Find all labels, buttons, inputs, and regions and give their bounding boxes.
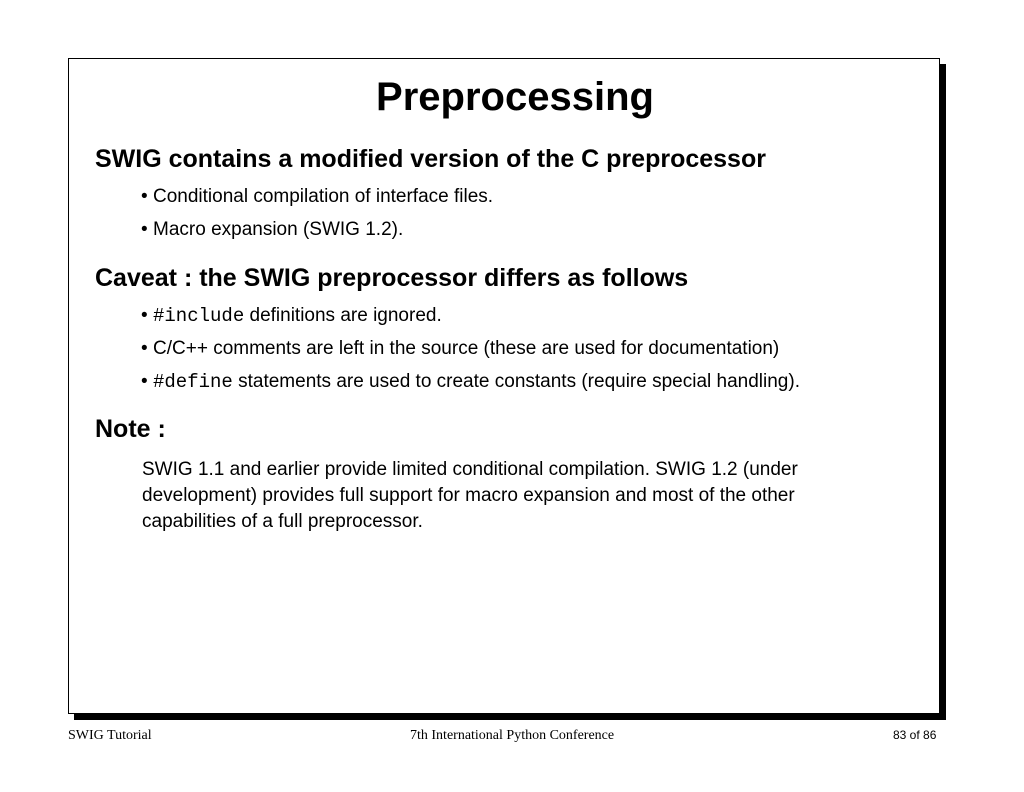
bullet-include — [141, 305, 442, 327]
bullet-macro-expansion — [141, 219, 403, 241]
section-heading-caveat: Caveat : the SWIG preprocessor differs as follows — [95, 264, 689, 292]
slide-title: Preprocessing — [376, 75, 654, 119]
bullet-dot: • — [141, 186, 148, 207]
footer-conference-name: 7th International Python Conference — [410, 728, 615, 743]
section-heading-preprocessor: SWIG contains a modified version of the C preprocessor — [95, 145, 766, 173]
note-line: development) provides full support for macro expansion and most of the other — [142, 485, 795, 506]
bullet-text: statements are used to create constants (require special handling). — [232, 371, 800, 392]
bullet-define — [141, 371, 800, 393]
code-include: #include — [153, 305, 245, 327]
note-line: SWIG 1.1 and earlier provide limited conditional compilation. SWIG 1.2 (under — [142, 459, 798, 480]
section-heading-note: Note : — [95, 415, 166, 443]
bullet-comments — [141, 338, 779, 360]
slide-frame — [68, 58, 940, 714]
footer-page-number: 83 of 86 — [893, 728, 937, 742]
bullet-dot: • — [141, 219, 148, 240]
bullet-text: Conditional compilation of interface files. — [153, 186, 494, 207]
bullet-text: definitions are ignored. — [244, 305, 442, 326]
bullet-dot: • — [141, 338, 148, 359]
note-line: capabilities of a full preprocessor. — [142, 511, 423, 532]
note-paragraph — [142, 457, 902, 535]
bullet-dot: • — [141, 371, 148, 392]
footer-tutorial-name: SWIG Tutorial — [68, 728, 152, 743]
bullet-text: C/C++ comments are left in the source (these are used for documentation) — [153, 338, 780, 359]
code-define: #define — [153, 371, 233, 393]
bullet-dot: • — [141, 305, 148, 326]
bullet-conditional-compilation — [141, 186, 493, 208]
bullet-text: Macro expansion (SWIG 1.2). — [153, 219, 404, 240]
